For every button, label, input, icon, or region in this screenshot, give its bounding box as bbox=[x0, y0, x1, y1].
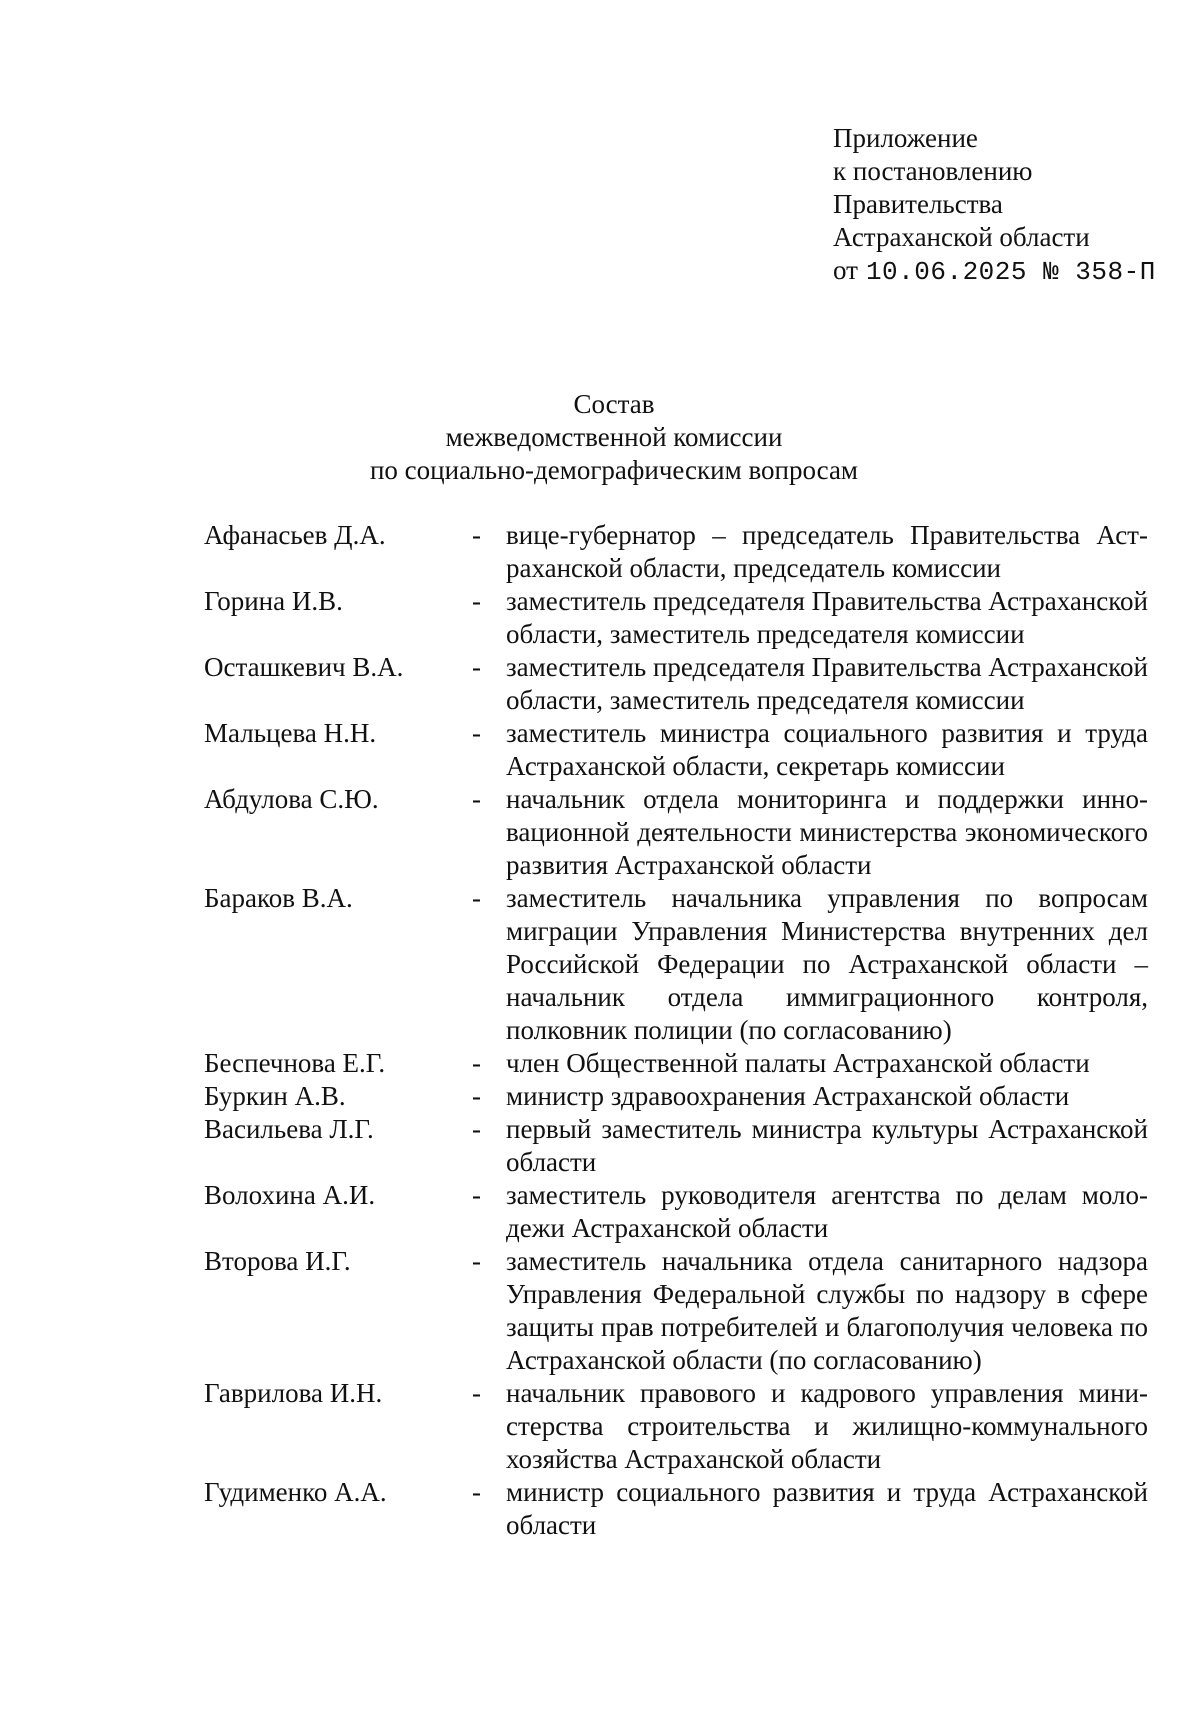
member-role: начальник отдела мониторинга и поддержки инновационной деятельности министерства экономического развития Астраханской области bbox=[506, 784, 1148, 880]
member-name: Буркин А.В. bbox=[204, 1081, 346, 1111]
member-role: вице-губернатор – председатель Правительства Астраханской области, председатель комиссии bbox=[506, 520, 1148, 583]
member-row bbox=[204, 651, 1148, 717]
member-row bbox=[204, 1113, 1148, 1179]
member-row bbox=[204, 519, 1148, 585]
heading-line-1: Состав bbox=[573, 389, 655, 419]
member-name: Васильева Л.Г. bbox=[204, 1114, 374, 1144]
member-row bbox=[204, 1179, 1148, 1245]
member-name: Беспечнова Е.Г. bbox=[204, 1048, 386, 1078]
member-role: заместитель председателя Правительства Астраханской области, заместитель председателя комиссии bbox=[506, 586, 1148, 649]
appendix-line-3: Правительства bbox=[833, 189, 1003, 219]
member-role: член Общественной палаты Астраханской области bbox=[506, 1048, 1090, 1078]
member-dash: - bbox=[472, 1114, 481, 1144]
member-row bbox=[204, 1476, 1148, 1542]
member-dash: - bbox=[472, 1378, 481, 1408]
appendix-line-2: к постановлению bbox=[833, 156, 1033, 186]
heading-line-2: межведомственной комиссии bbox=[445, 422, 783, 452]
member-role: заместитель министра социального развития и труда Астраханской области, секретарь комиссии bbox=[506, 718, 1148, 781]
document-heading bbox=[14, 388, 1200, 487]
member-dash: - bbox=[472, 1048, 481, 1078]
member-dash: - bbox=[472, 718, 481, 748]
member-name: Афанасьев Д.А. bbox=[204, 520, 386, 550]
member-row bbox=[204, 783, 1148, 882]
commission-roster bbox=[204, 519, 1148, 1542]
member-dash: - bbox=[472, 784, 481, 814]
member-row bbox=[204, 1377, 1148, 1476]
member-row bbox=[204, 1047, 1148, 1080]
heading-line-3: по социально-демографическим вопросам bbox=[369, 455, 859, 485]
member-dash: - bbox=[472, 1081, 481, 1111]
member-row bbox=[204, 1245, 1148, 1377]
member-role: заместитель начальника управления по вопросам миграции Управления Министерства внутренних дел Российской Федерации по Астраханской области – начальник отдела иммиграционного контроля, полковник полиции (по согласованию) bbox=[506, 883, 1148, 1045]
appendix-line-4: Астраханской области bbox=[833, 222, 1090, 252]
appendix-block bbox=[833, 122, 1156, 289]
member-dash: - bbox=[472, 652, 481, 682]
member-row bbox=[204, 882, 1148, 1047]
member-dash: - bbox=[472, 883, 481, 913]
member-name: Мальцева Н.Н. bbox=[204, 718, 377, 748]
member-dash: - bbox=[472, 520, 481, 550]
member-name: Горина И.В. bbox=[204, 586, 343, 616]
member-name: Второва И.Г. bbox=[204, 1246, 351, 1276]
member-role: министр здравоохранения Астраханской области bbox=[506, 1081, 1070, 1111]
member-role: министр социального развития и труда Астраханской области bbox=[506, 1477, 1148, 1540]
appendix-date-line bbox=[833, 254, 1156, 289]
date-prefix: от bbox=[833, 255, 858, 285]
member-role: первый заместитель министра культуры Астраханской области bbox=[506, 1114, 1148, 1177]
member-dash: - bbox=[472, 1477, 481, 1507]
resolution-date-number: 10.06.2025 № 358-П bbox=[865, 257, 1156, 287]
member-row bbox=[204, 1080, 1148, 1113]
member-role: начальник правового и кадрового управления министерства строительства и жилищно-коммунального хозяйства Астраханской области bbox=[506, 1378, 1148, 1474]
member-role: заместитель председателя Правительства Астраханской области, заместитель председателя комиссии bbox=[506, 652, 1148, 715]
member-dash: - bbox=[472, 586, 481, 616]
member-row bbox=[204, 717, 1148, 783]
member-name: Абдулова С.Ю. bbox=[204, 784, 379, 814]
member-name: Гудименко А.А. bbox=[204, 1477, 387, 1507]
member-role: заместитель начальника отдела санитарного надзора Управления Федеральной службы по надзору в сфере защиты прав потребителей и благополучия человека по Астраханской области (по согласованию) bbox=[506, 1246, 1148, 1375]
appendix-title: Приложение bbox=[833, 123, 978, 153]
member-role: заместитель руководителя агентства по делам молодежи Астраханской области bbox=[506, 1180, 1148, 1243]
member-dash: - bbox=[472, 1180, 481, 1210]
member-row bbox=[204, 585, 1148, 651]
member-dash: - bbox=[472, 1246, 481, 1276]
member-name: Гаврилова И.Н. bbox=[204, 1378, 383, 1408]
member-name: Осташкевич В.А. bbox=[204, 652, 404, 682]
member-name: Волохина А.И. bbox=[204, 1180, 376, 1210]
member-name: Бараков В.А. bbox=[204, 883, 353, 913]
